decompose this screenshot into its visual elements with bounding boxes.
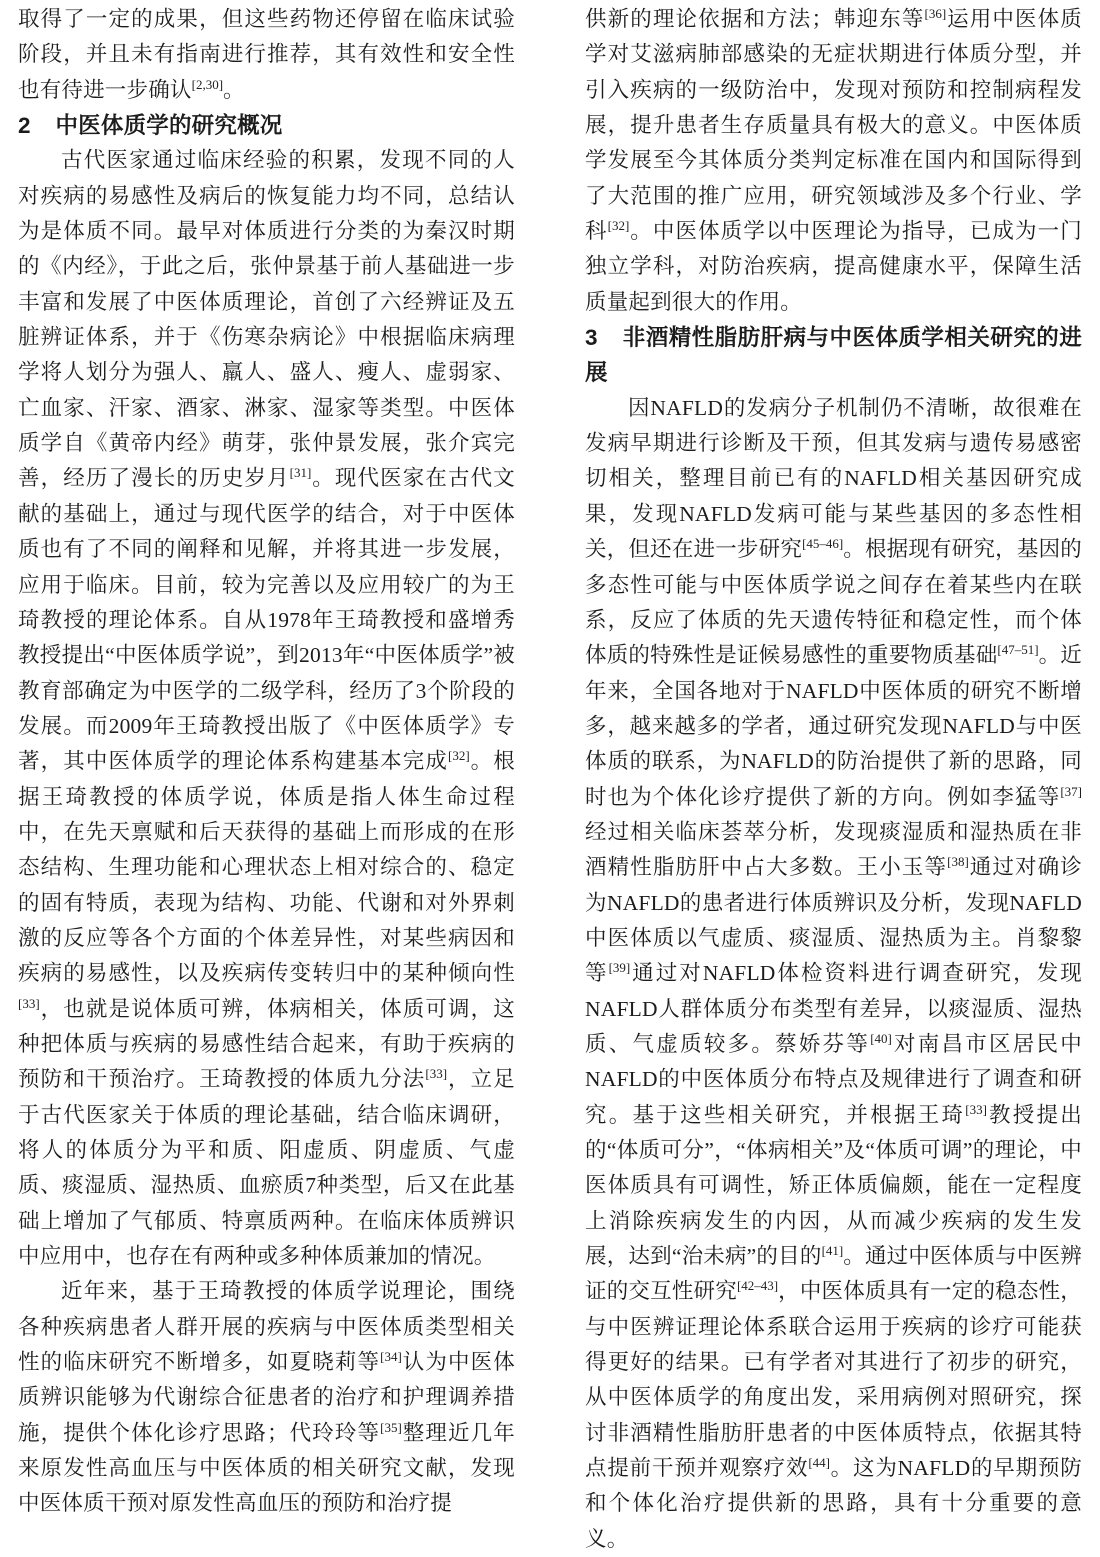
paragraph: 取得了一定的成果，但这些药物还停留在临床试验阶段，并且未有指南进行推荐，其有效性和安全性也有待进一步确认[2,30]。 — [18, 7, 515, 102]
citation-ref: [33] — [425, 1066, 448, 1082]
paragraph: 近年来，基于王琦教授的体质学说理论，围绕各种疾病患者人群开展的疾病与中医体质类型相关性的临床研究不断增多，如夏晓莉等[34]认为中医体质辨识能够为代谢综合征患者的治疗和护理调养措施，提供个体化诊疗思路；代玲玲等[35]整理近几年来原发性高血压与中医体质的相关研究文献，发现中医体质干预对原发性高血压的预防和治疗提 — [18, 1279, 515, 1516]
citation-ref: [33] — [18, 995, 40, 1011]
citation-ref: [32] — [448, 748, 470, 764]
citation-ref: [36] — [924, 5, 947, 21]
citation-ref: [45–46] — [802, 536, 844, 551]
paragraph: 因NAFLD的发病分子机制仍不清晰，故很难在发病早期进行诊断及干预，但其发病与遗传易感密切相关，整理目前已有的NAFLD相关基因研究成果，发现NAFLD发病可能与某些基因的多态性相关，但还在进一步研究[45–46]。根据现有研究，基因的多态性可能与中医体质学说之间存在着某些内在联系，反应了体质的先天遗传特征和稳定性，而个体体质的特殊性是证候易感性的重要物质基础[47–51]。近年来，全国各地对于NAFLD中医体质的研究不断增多，越来越多的学者，通过研究发现NAFLD与中医体质的联系，为NAFLD的防治提供了新的思路，同时也为个体化诊疗提供了新的方向。例如李猛等[37]经过相关临床荟萃分析，发现痰湿质和湿热质在非酒精性脂肪肝中占大多数。王小玉等[38]通过对确诊为NAFLD的患者进行体质辨识及分析，发现NAFLD中医体质以气虚质、痰湿质、湿热质为主。肖黎黎等[39]通过对NAFLD体检资料进行调查研究，发现NAFLD人群体质分布类型有差异，以痰湿质、湿热质、气虚质较多。蔡娇芬等[40]对南昌市区居民中NAFLD的中医体质分布特点及规律进行了调查和研究。基于这些相关研究，并根据王琦[33]教授提出的“体质可分”，“体病相关”及“体质可调”的理论，中医体质具有可调性，矫正体质偏颇，能在一定程度上消除疾病发生的内因，从而减少疾病的发生发展，达到“治未病”的目的[41]。通过中医体质与中医辨证的交互性研究[42–43]，中医体质具有一定的稳态性，与中医辨证理论体系联合运用于疾病的诊疗可能获得更好的结果。已有学者对其进行了初步的研究，从中医体质学的角度出发，采用病例对照研究，探讨非酒精性脂肪肝患者的中医体质特点，依据其特点提前干预并观察疗效[44]。这为NAFLD的早期预防和个体化治疗提供新的思路，具有十分重要的意义。 — [585, 395, 1083, 1551]
citation-ref: [44] — [808, 1454, 831, 1470]
paragraph: 供新的理论依据和方法；韩迎东等[36]运用中医体质学对艾滋病肺部感染的无症状期进行体质分型，并引入疾病的一级防治中，发现对预防和控制病程发展，提升患者生存质量具有极大的意义。中医体质学发展至今其体质分类判定标准在国内和国际得到了大范围的推广应用，研究领域涉及多个行业、学科[32]。中医体质学以中医理论为指导，已成为一门独立学科，对防治疾病，提高健康水平，保障生活质量起到很大的作用。 — [585, 5, 1082, 314]
section-number: 3 — [585, 325, 598, 351]
citation-ref: [34] — [380, 1348, 402, 1364]
text-column-right — [585, 2, 1083, 1551]
text-column-left — [18, 2, 515, 1522]
citation-ref: [35] — [380, 1419, 402, 1435]
citation-ref: [33] — [965, 1101, 987, 1117]
section-heading — [585, 320, 1082, 391]
citation-ref: [38] — [947, 854, 969, 870]
section-title: 非酒精性脂肪肝病与中医体质学相关研究的进展 — [585, 325, 1082, 386]
citation-ref: [47–51] — [997, 642, 1039, 658]
citation-ref: [2,30] — [191, 76, 224, 92]
citation-ref: [42–43] — [736, 1278, 779, 1294]
section-title: 中医体质学的研究概况 — [55, 113, 283, 139]
section-number: 2 — [18, 113, 31, 139]
citation-ref: [32] — [607, 217, 630, 233]
paragraph: 古代医家通过临床经验的积累，发现不同的人对疾病的易感性及病后的恢复能力均不同，总结认为是体质不同。最早对体质进行分类的为秦汉时期的《内经》，于此之后，张仲景基于前人基础进一步丰富和发展了中医体质理论，首创了六经辨证及五脏辨证体系，并于《伤寒杂病论》中根据临床病理学将人划分为强人、羸人、盛人、瘦人、虚弱家、亡血家、汗家、酒家、淋家、湿家等类型。中医体质学自《黄帝内经》萌芽，张仲景发展，张介宾完善，经历了漫长的历史岁月[31]。现代医家在古代文献的基础上，通过与现代医学的结合，对于中医体质也有了不同的阐释和见解，并将其进一步发展，应用于临床。目前，较为完善以及应用较广的为王琦教授的理论体系。自从1978年王琦教授和盛增秀教授提出“中医体质学说”，到2013年“中医体质学”被教育部确定为中医学的二级学科，经历了3个阶段的发展。而2009年王琦教授出版了《中医体质学》专著，其中医体质学的理论体系构建基本完成[32]。根据王琦教授的体质学说，体质是指人体生命过程中，在先天禀赋和后天获得的基础上而形成的在形态结构、生理功能和心理状态上相对综合的、稳定的固有特质，表现为结构、功能、代谢和对外界刺激的反应等各个方面的个体差异性，对某些病因和疾病的易感性，以及疾病传变转归中的某种倾向性[33]，也就是说体质可辨，体病相关，体质可调，这种把体质与疾病的易感性结合起来，有助于疾病的预防和干预治疗。王琦教授的体质九分法[33]，立足于古代医家关于体质的理论基础，结合临床调研，将人的体质分为平和质、阳虚质、阴虚质、气虚质、痰湿质、湿热质、血瘀质7种类型，后又在此基础上增加了气郁质、特禀质两种。在临床体质辨识中应用中，也存在有两种或多种体质兼加的情况。 — [18, 148, 515, 1269]
citation-ref: [41] — [821, 1242, 844, 1258]
citation-ref: [31] — [289, 465, 312, 481]
citation-ref: [37] — [1060, 783, 1082, 799]
citation-ref: [39] — [608, 960, 631, 976]
citation-ref: [40] — [870, 1030, 892, 1046]
section-heading — [18, 108, 515, 143]
